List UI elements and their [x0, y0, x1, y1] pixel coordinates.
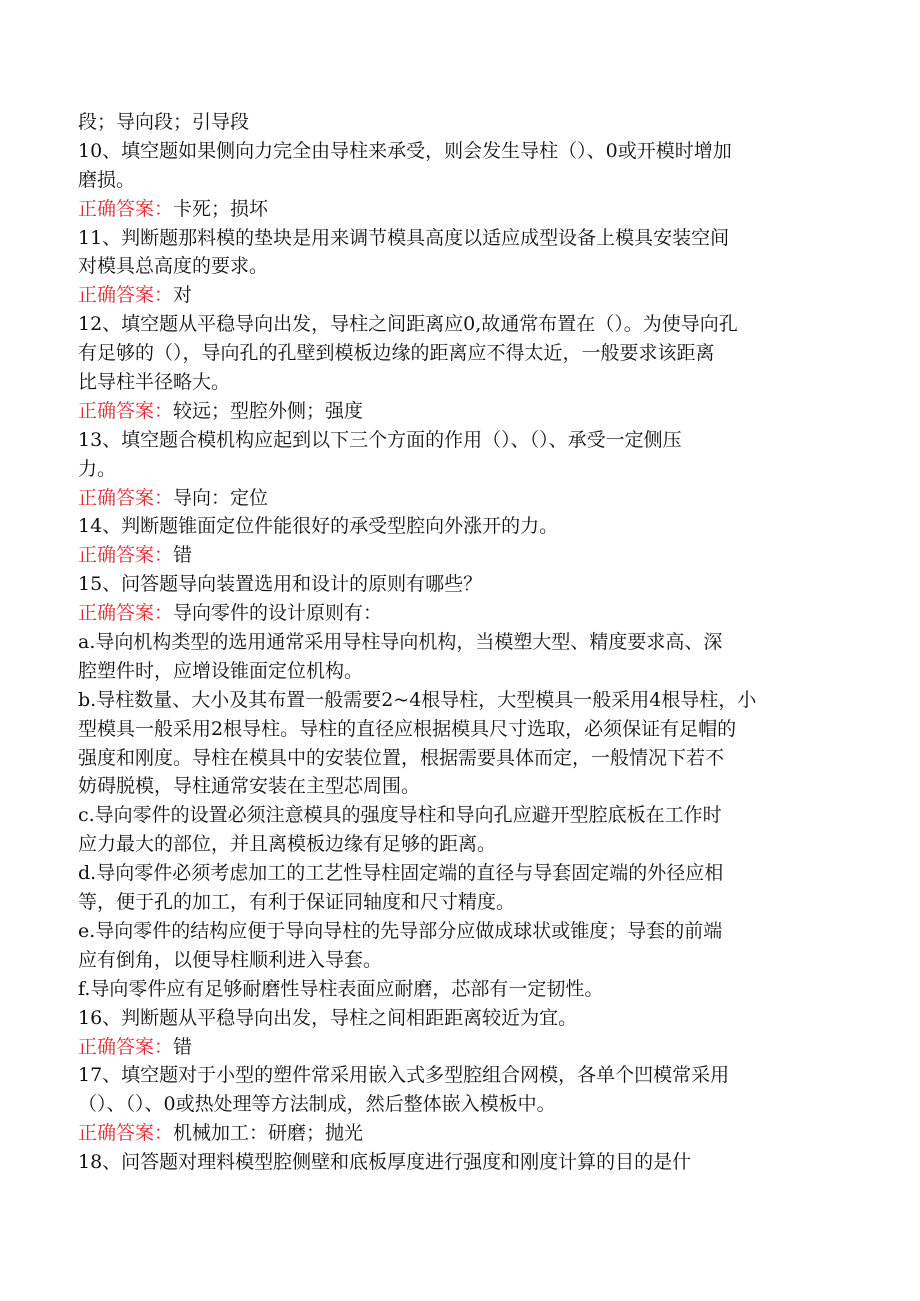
text-line: 16、判断题从平稳导向出发，导柱之间相距距离较近为宜。 [78, 1006, 578, 1029]
answer-value: 卡死；损坏 [173, 197, 269, 220]
text-line: 10、填空题如果侧向力完全由导柱来承受，则会发生导柱（）、0或开模时增加 [78, 139, 732, 162]
answer-value: 对 [173, 284, 193, 307]
answer-line [78, 1033, 838, 1062]
answer-label: 正确答案： [78, 399, 174, 422]
text-line: 磨损。 [78, 168, 136, 191]
answer-label: 正确答案： [78, 197, 174, 220]
text-line: 应有倒角，以便导柱顺利进入导套。 [78, 948, 383, 971]
text-line: e.导向零件的结构应便于导向导柱的先导部分应做成球状或锥度；导套的前端 [78, 919, 723, 942]
text-line: 力。 [78, 457, 117, 480]
answer-value: 导向零件的设计原则有： [173, 602, 383, 625]
text-line: 17、填空题对于小型的塑件常采用嵌入式多型腔组合网模，各单个凹模常采用 [78, 1064, 730, 1087]
text-line: a.导向机构类型的选用通常采用导柱导向机构，当模塑大型、精度要求高、深 [78, 631, 723, 654]
answer-label: 正确答案： [78, 486, 174, 509]
text-line: 13、填空题合模机构应起到以下三个方面的作用（）、（）、承受一定侧压 [78, 428, 682, 451]
text-line: 型模具一般采用2根导柱。导柱的直径应根据模具尺寸选取，必须保证有足帽的 [78, 717, 737, 740]
text-line: （）、（）、0或热处理等方法制成，然后整体嵌入模板中。 [78, 1093, 556, 1116]
answer-line [78, 397, 838, 426]
text-line: b.导柱数量、大小及其布置一般需要2~4根导柱，大型模具一般采用4根导柱，小 [78, 688, 757, 711]
answer-line [78, 599, 838, 628]
text-line: 11、判断题那料模的垫块是用来调节模具高度以适应成型设备上模具安装空间 [78, 226, 730, 249]
text-line: 比导柱半径略大。 [78, 371, 231, 394]
answer-label: 正确答案： [78, 1035, 174, 1058]
answer-line [78, 484, 838, 513]
text-line: 段；导向段；引导段 [78, 111, 250, 133]
answer-line [78, 541, 838, 570]
text-line: 18、问答题对理料模型腔侧壁和底板厚度进行强度和刚度计算的目的是什 [78, 1151, 692, 1174]
text-line: f.导向零件应有足够耐磨性导柱表面应耐磨，芯部有一定韧性。 [78, 977, 604, 1000]
text-line: 15、问答题导向装置选用和设计的原则有哪些？ [78, 573, 483, 596]
text-line: 14、判断题锥面定位件能很好的承受型腔向外涨开的力。 [78, 515, 559, 538]
answer-value: 错 [173, 544, 193, 567]
answer-line [78, 195, 838, 224]
answer-value: 较远；型腔外侧；强度 [173, 399, 364, 422]
answer-value: 机械加工：研磨；抛光 [173, 1122, 364, 1145]
answer-value: 错 [173, 1035, 193, 1058]
text-line: d.导向零件必须考虑加工的工艺性导柱固定端的直径与导套固定端的外径应相 [78, 862, 724, 885]
answer-label: 正确答案： [78, 1122, 174, 1145]
text-line: 强度和刚度。导柱在模具中的安装位置，根据需要具体而定，一般情况下若不 [78, 746, 725, 769]
answer-value: 导向：定位 [173, 486, 269, 509]
answer-label: 正确答案： [78, 284, 174, 307]
answer-label: 正确答案： [78, 544, 174, 567]
answer-label: 正确答案： [78, 602, 174, 625]
text-line: 等，便于孔的加工，有利于保证同轴度和尺寸精度。 [78, 891, 516, 914]
document-page [78, 108, 838, 1177]
text-line: c.导向零件的设置必须注意模具的强度导柱和导向孔应避开型腔底板在工作时 [78, 804, 722, 827]
text-line: 对模具总高度的要求。 [78, 255, 269, 278]
text-line: 应力最大的部位，并且离模板边缘有足够的距离。 [78, 833, 497, 856]
answer-line [78, 1119, 838, 1148]
text-line: 妨碍脱模，导柱通常安装在主型芯周围。 [78, 775, 421, 798]
text-line: 腔塑件时，应增设锥面定位机构。 [78, 659, 364, 682]
answer-line [78, 281, 838, 310]
text-line: 12、填空题从平稳导向出发，导柱之间距离应0,故通常布置在（）。为使导向孔 [78, 313, 738, 336]
text-line: 有足够的（），导向孔的孔壁到模板边缘的距离应不得太近，一般要求该距离 [78, 342, 715, 365]
